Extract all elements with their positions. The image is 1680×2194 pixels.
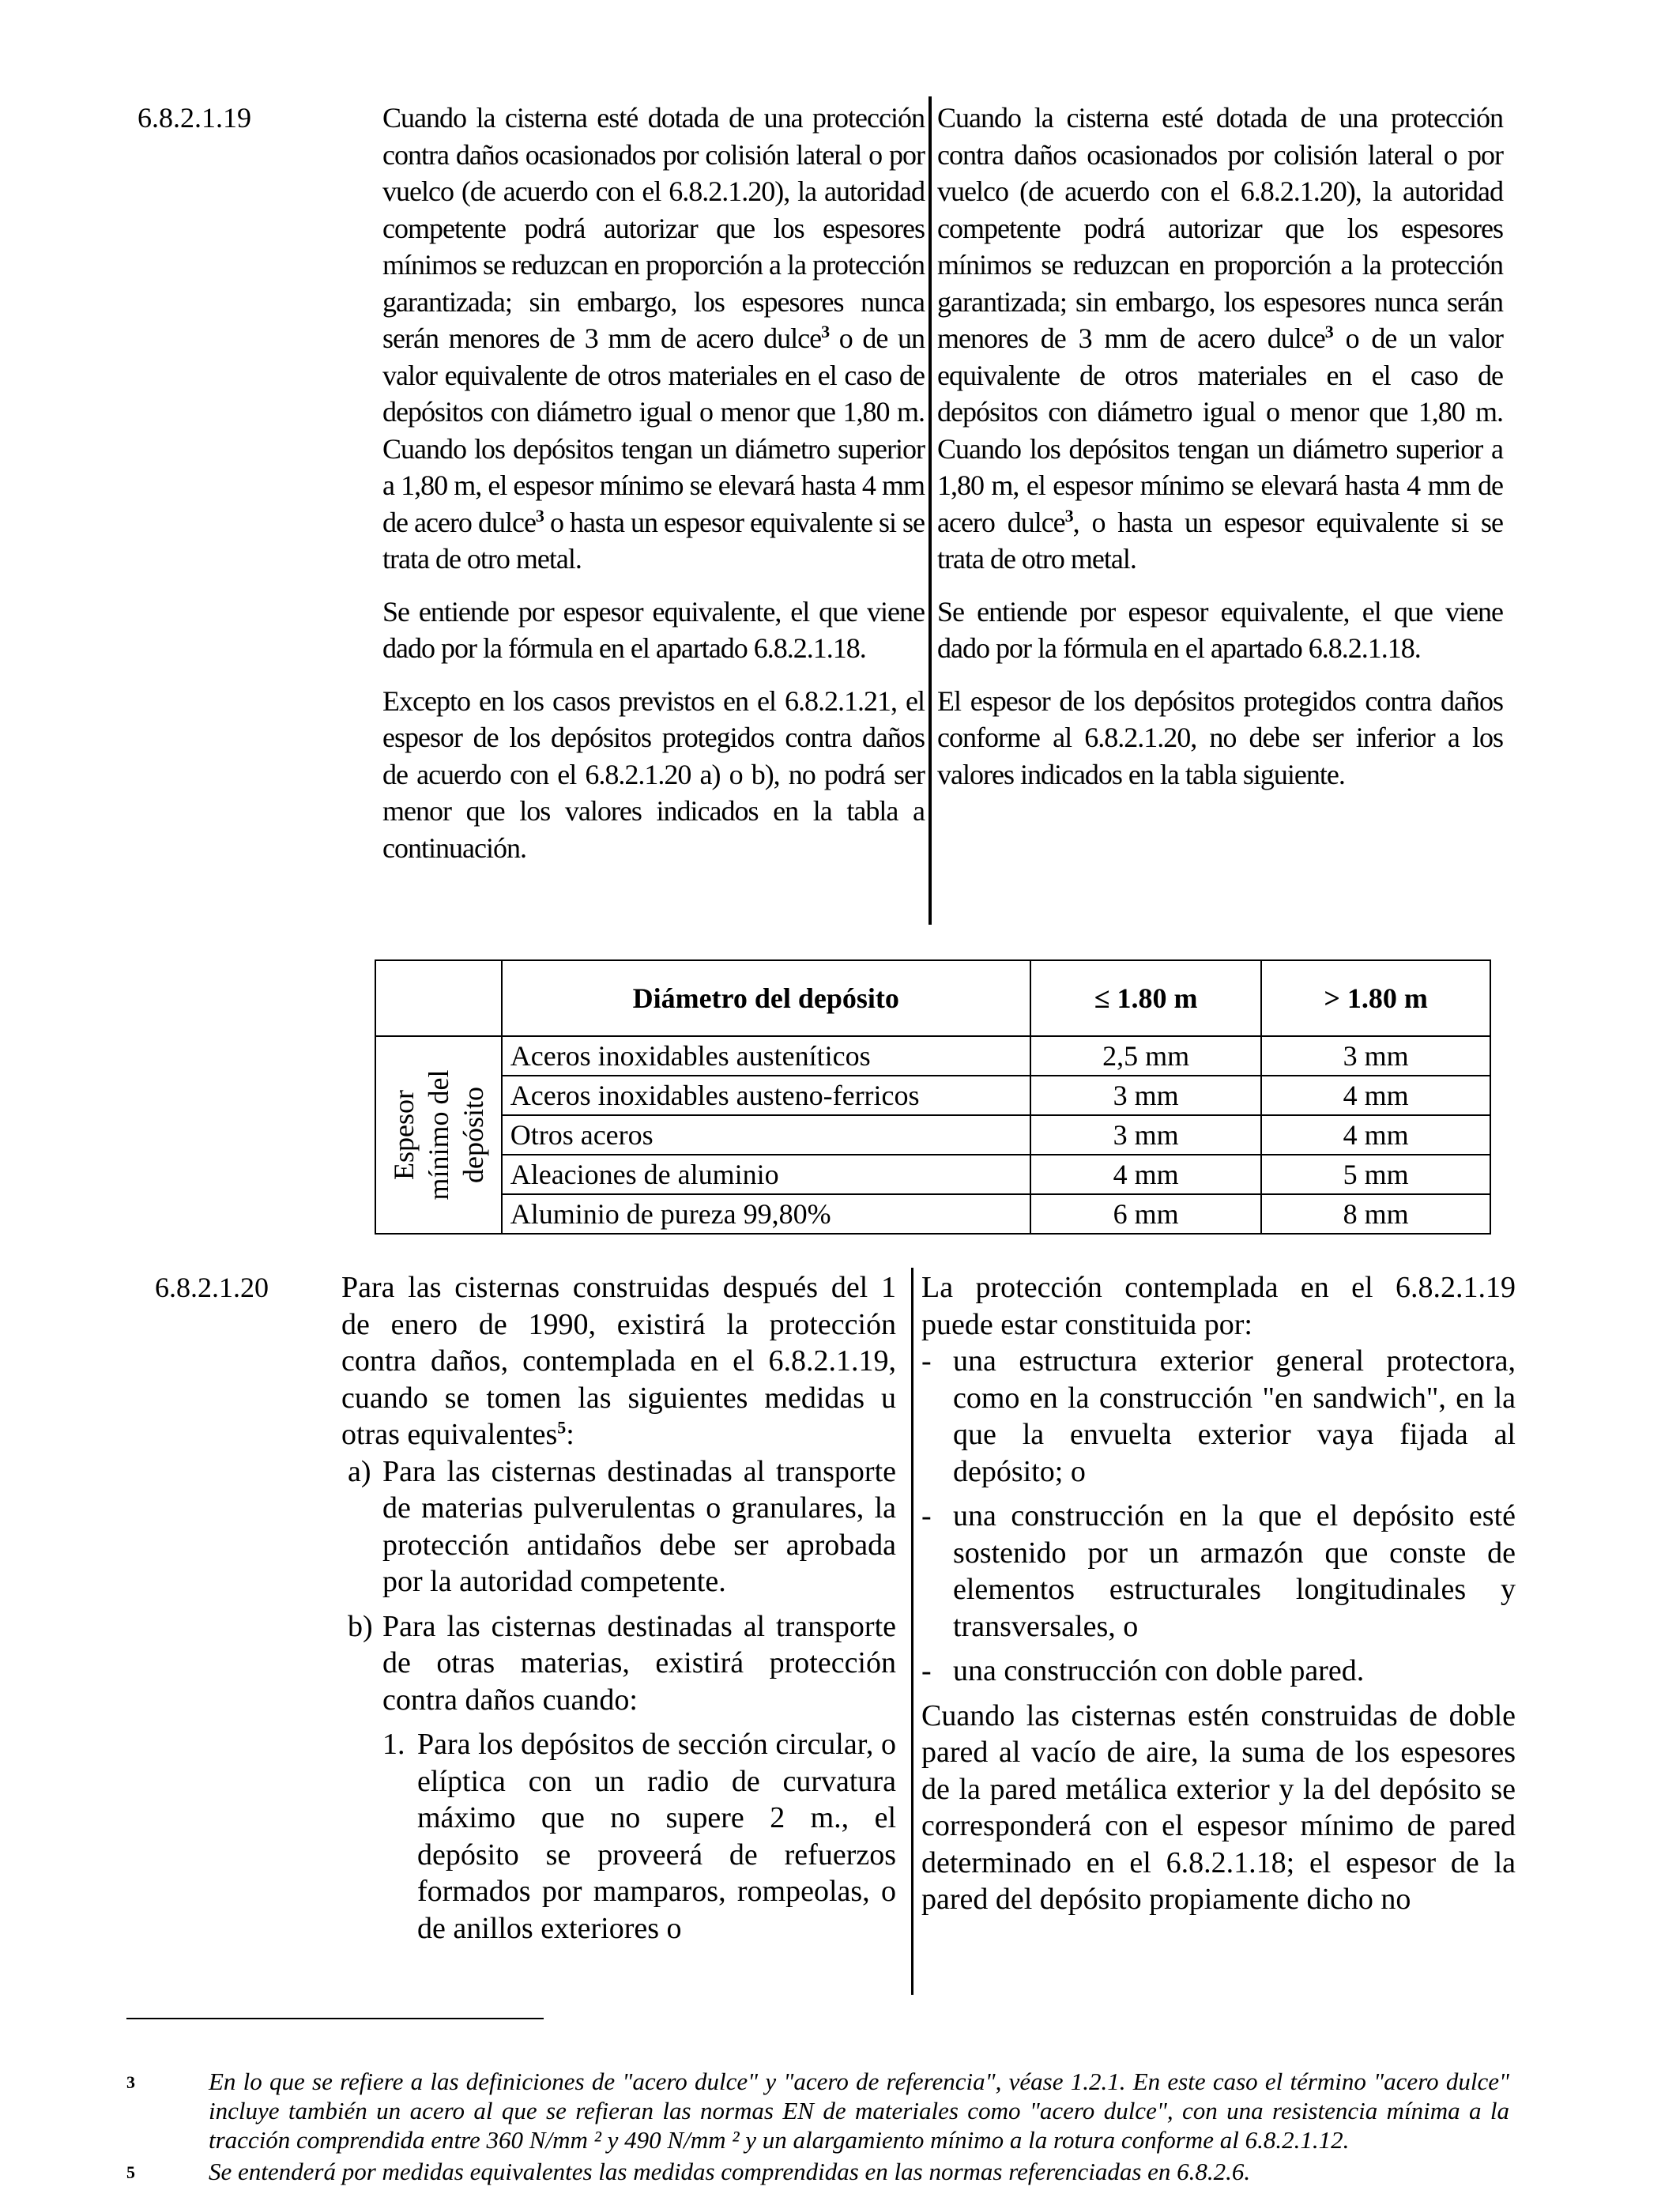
footnote-ref-3: 3 — [1324, 322, 1333, 341]
footnote-ref-3: 3 — [535, 505, 544, 526]
material-cell: Aceros inoxidables austeníticos — [502, 1036, 1030, 1076]
table-row — [375, 1194, 1490, 1234]
section-1-left-paragraph-1: Cuando la cisterna esté dotada de una protección contra daños ocasionados por colisión lateral o por vuelco (de acuerdo con el 6.8.2.1.20), la autoridad competente podrá autorizar que los espesores mínimos se reduzcan en proporción a la protección garantizada; sin embargo, los espesores nunca serán menores de 3 mm de acero dulce$^3$ o de un valor equivalente de otros materiales en el caso de depósitos con diámetro igual o menor que 1,80 m. Cuando los depósitos tengan un diámetro superior a 1,80 m, el espesor mínimo se elevará hasta 4 mm de acero dulce$^3$ o hasta un espesor equivalente si se trata de otro metal. — [382, 102, 925, 575]
table-header-gt-1-80: > 1.80 m — [1261, 960, 1490, 1036]
dash-item-1: - una estructura exterior general protectora, como en la construcción "en sandwich", en la que la envuelta exterior vaya fijada al depósito; o — [921, 1344, 1516, 1488]
table-header-le-1-80: ≤ 1.80 m — [1030, 960, 1262, 1036]
row-group-label-cell — [375, 1036, 502, 1234]
value-gt-cell: 5 mm — [1261, 1155, 1490, 1194]
value-gt-cell: 8 mm — [1261, 1194, 1490, 1234]
footnote-5-text: Se entenderá por medidas equivalentes las medidas comprendidas en las normas referenciadas en 6.8.2.6. — [209, 2158, 1251, 2185]
column-divider — [929, 96, 932, 925]
value-le-cell: 2,5 mm — [1030, 1036, 1262, 1076]
material-cell: Aluminio de pureza 99,80% — [502, 1194, 1030, 1234]
value-le-cell: 4 mm — [1030, 1155, 1262, 1194]
footnote-number-3: 3 — [126, 2072, 135, 2092]
table-row — [375, 1076, 1490, 1115]
section-2-right-intro: La protección contemplada en el 6.8.2.1.19 puede estar constituida por: — [921, 1271, 1516, 1341]
section-2-left-column — [341, 1269, 896, 1947]
section-number-6-8-2-1-19: 6.8.2.1.19 — [137, 102, 251, 134]
footnote-separator — [126, 2018, 544, 2019]
value-gt-cell: 4 mm — [1261, 1076, 1490, 1115]
value-le-cell: 3 mm — [1030, 1115, 1262, 1155]
section-1-left-paragraph-3: Excepto en los casos previstos en el 6.8.2.1.21, el espesor de los depósitos protegidos contra daños de acuerdo con el 6.8.2.1.20 a) o b), no podrá ser menor que los valores indicados en la tabla a continuación. — [382, 684, 925, 864]
table-row — [375, 1155, 1490, 1194]
material-cell: Aceros inoxidables austeno-ferricos — [502, 1076, 1030, 1115]
section-1-right-paragraph-2: Se entiende por espesor equivalente, el que viene dado por la fórmula en el apartado 6.8.2.1.18. — [937, 595, 1503, 664]
material-cell: Aleaciones de aluminio — [502, 1155, 1030, 1194]
value-gt-cell: 4 mm — [1261, 1115, 1490, 1155]
footnote-ref-3: 3 — [1064, 505, 1073, 526]
row-group-label: Espesor mínimo del depósito — [387, 1069, 489, 1201]
table-row — [375, 1036, 1490, 1076]
value-gt-cell: 3 mm — [1261, 1036, 1490, 1076]
section-1-left-paragraph-2: Se entiende por espesor equivalente, el que viene dado por la fórmula en el apartado 6.8.2.1.18. — [382, 595, 925, 664]
material-cell: Otros aceros — [502, 1115, 1030, 1155]
footnote-ref-5: 5 — [557, 1417, 567, 1438]
table-header-row — [375, 960, 1490, 1036]
section-1-right-paragraph-3: El espesor de los depósitos protegidos contra daños conforme al 6.8.2.1.20, no debe ser inferior a los valores indicados en la tabla siguiente. — [937, 684, 1503, 790]
section-number-6-8-2-1-20: 6.8.2.1.20 — [155, 1272, 269, 1303]
list-item-1: 1. Para los depósitos de sección circular, o elíptica con un radio de curvatura máximo que no supere 2 m., el depósito se proveerá de refuerzos formados por mamparos, rompeolas, o de anillos exteriores o — [382, 1728, 896, 1945]
value-le-cell: 3 mm — [1030, 1076, 1262, 1115]
table-row — [375, 1115, 1490, 1155]
list-item-a: a) Para las cisternas destinadas al transporte de materias pulverulentas o granulares, la protección antidaños debe ser aprobada por la autoridad competente. — [348, 1454, 896, 1598]
section-1-left-column — [382, 100, 925, 866]
section-2-left-intro: Para las cisternas construidas después del 1 de enero de 1990, existirá la protección contra daños, contemplada en el 6.8.2.1.19, cuando se tomen las siguientes medidas u otras equivalentes$^5$: — [341, 1271, 896, 1451]
section-2-right-column — [921, 1269, 1516, 1918]
section-1-right-column — [937, 100, 1503, 793]
dash-item-2: - una construcción en la que el depósito esté sostenido por un armazón que conste de elementos estructurales longitudinales y transversales, o — [921, 1499, 1516, 1643]
footnote-number-5: 5 — [126, 2162, 135, 2182]
minimum-thickness-table — [375, 959, 1491, 1235]
section-1-right-paragraph-1: Cuando la cisterna esté dotada de una protección contra daños ocasionados por colisión lateral o por vuelco (de acuerdo con el 6.8.2.1.20), la autoridad competente podrá autorizar que los espesores mínimos se reduzcan en proporción a la protección garantizada; sin embargo, los espesores nunca serán menores de 3 mm de acero dulce$^3$ o de un valor equivalente de otros materiales en el caso de depósitos con diámetro igual o menor que 1,80 m. Cuando los depósitos tengan un diámetro superior a 1,80 m, el espesor mínimo se elevará hasta 4 mm de acero dulce$^3$, o hasta un espesor equivalente si se trata de otro metal. — [937, 102, 1503, 575]
footnote-ref-3: 3 — [821, 322, 830, 341]
dash-item-3: - una construcción con doble pared. — [921, 1654, 1365, 1687]
table-corner-cell — [375, 960, 502, 1036]
table-header-diameter: Diámetro del depósito — [502, 960, 1030, 1036]
footnote-3-text: En lo que se refiere a las definiciones de "acero dulce" y "acero de referencia", véase 1.2.1. En este caso el término "acero dulce" incluye también un acero al que se refieran las normas EN de materiales como "acero dulce", con una resistencia mínima a la tracción comprendida entre 360 N/mm ² y 490 N/mm ² y un alargamiento mínimo a la rotura conforme al 6.8.2.1.12. — [209, 2068, 1509, 2154]
section-2-right-final: Cuando las cisternas estén construidas de doble pared al vacío de aire, la suma de los espesores de la pared metálica exterior y la del depósito se corresponderá con el espesor mínimo de pared determinado en el 6.8.2.1.18; el espesor de la pared del depósito propiamente dicho no — [921, 1698, 1516, 1916]
column-divider-2 — [911, 1268, 913, 1995]
value-le-cell: 6 mm — [1030, 1194, 1262, 1234]
list-item-b: b) Para las cisternas destinadas al transporte de otras materias, existirá protección contra daños cuando: — [348, 1609, 896, 1717]
